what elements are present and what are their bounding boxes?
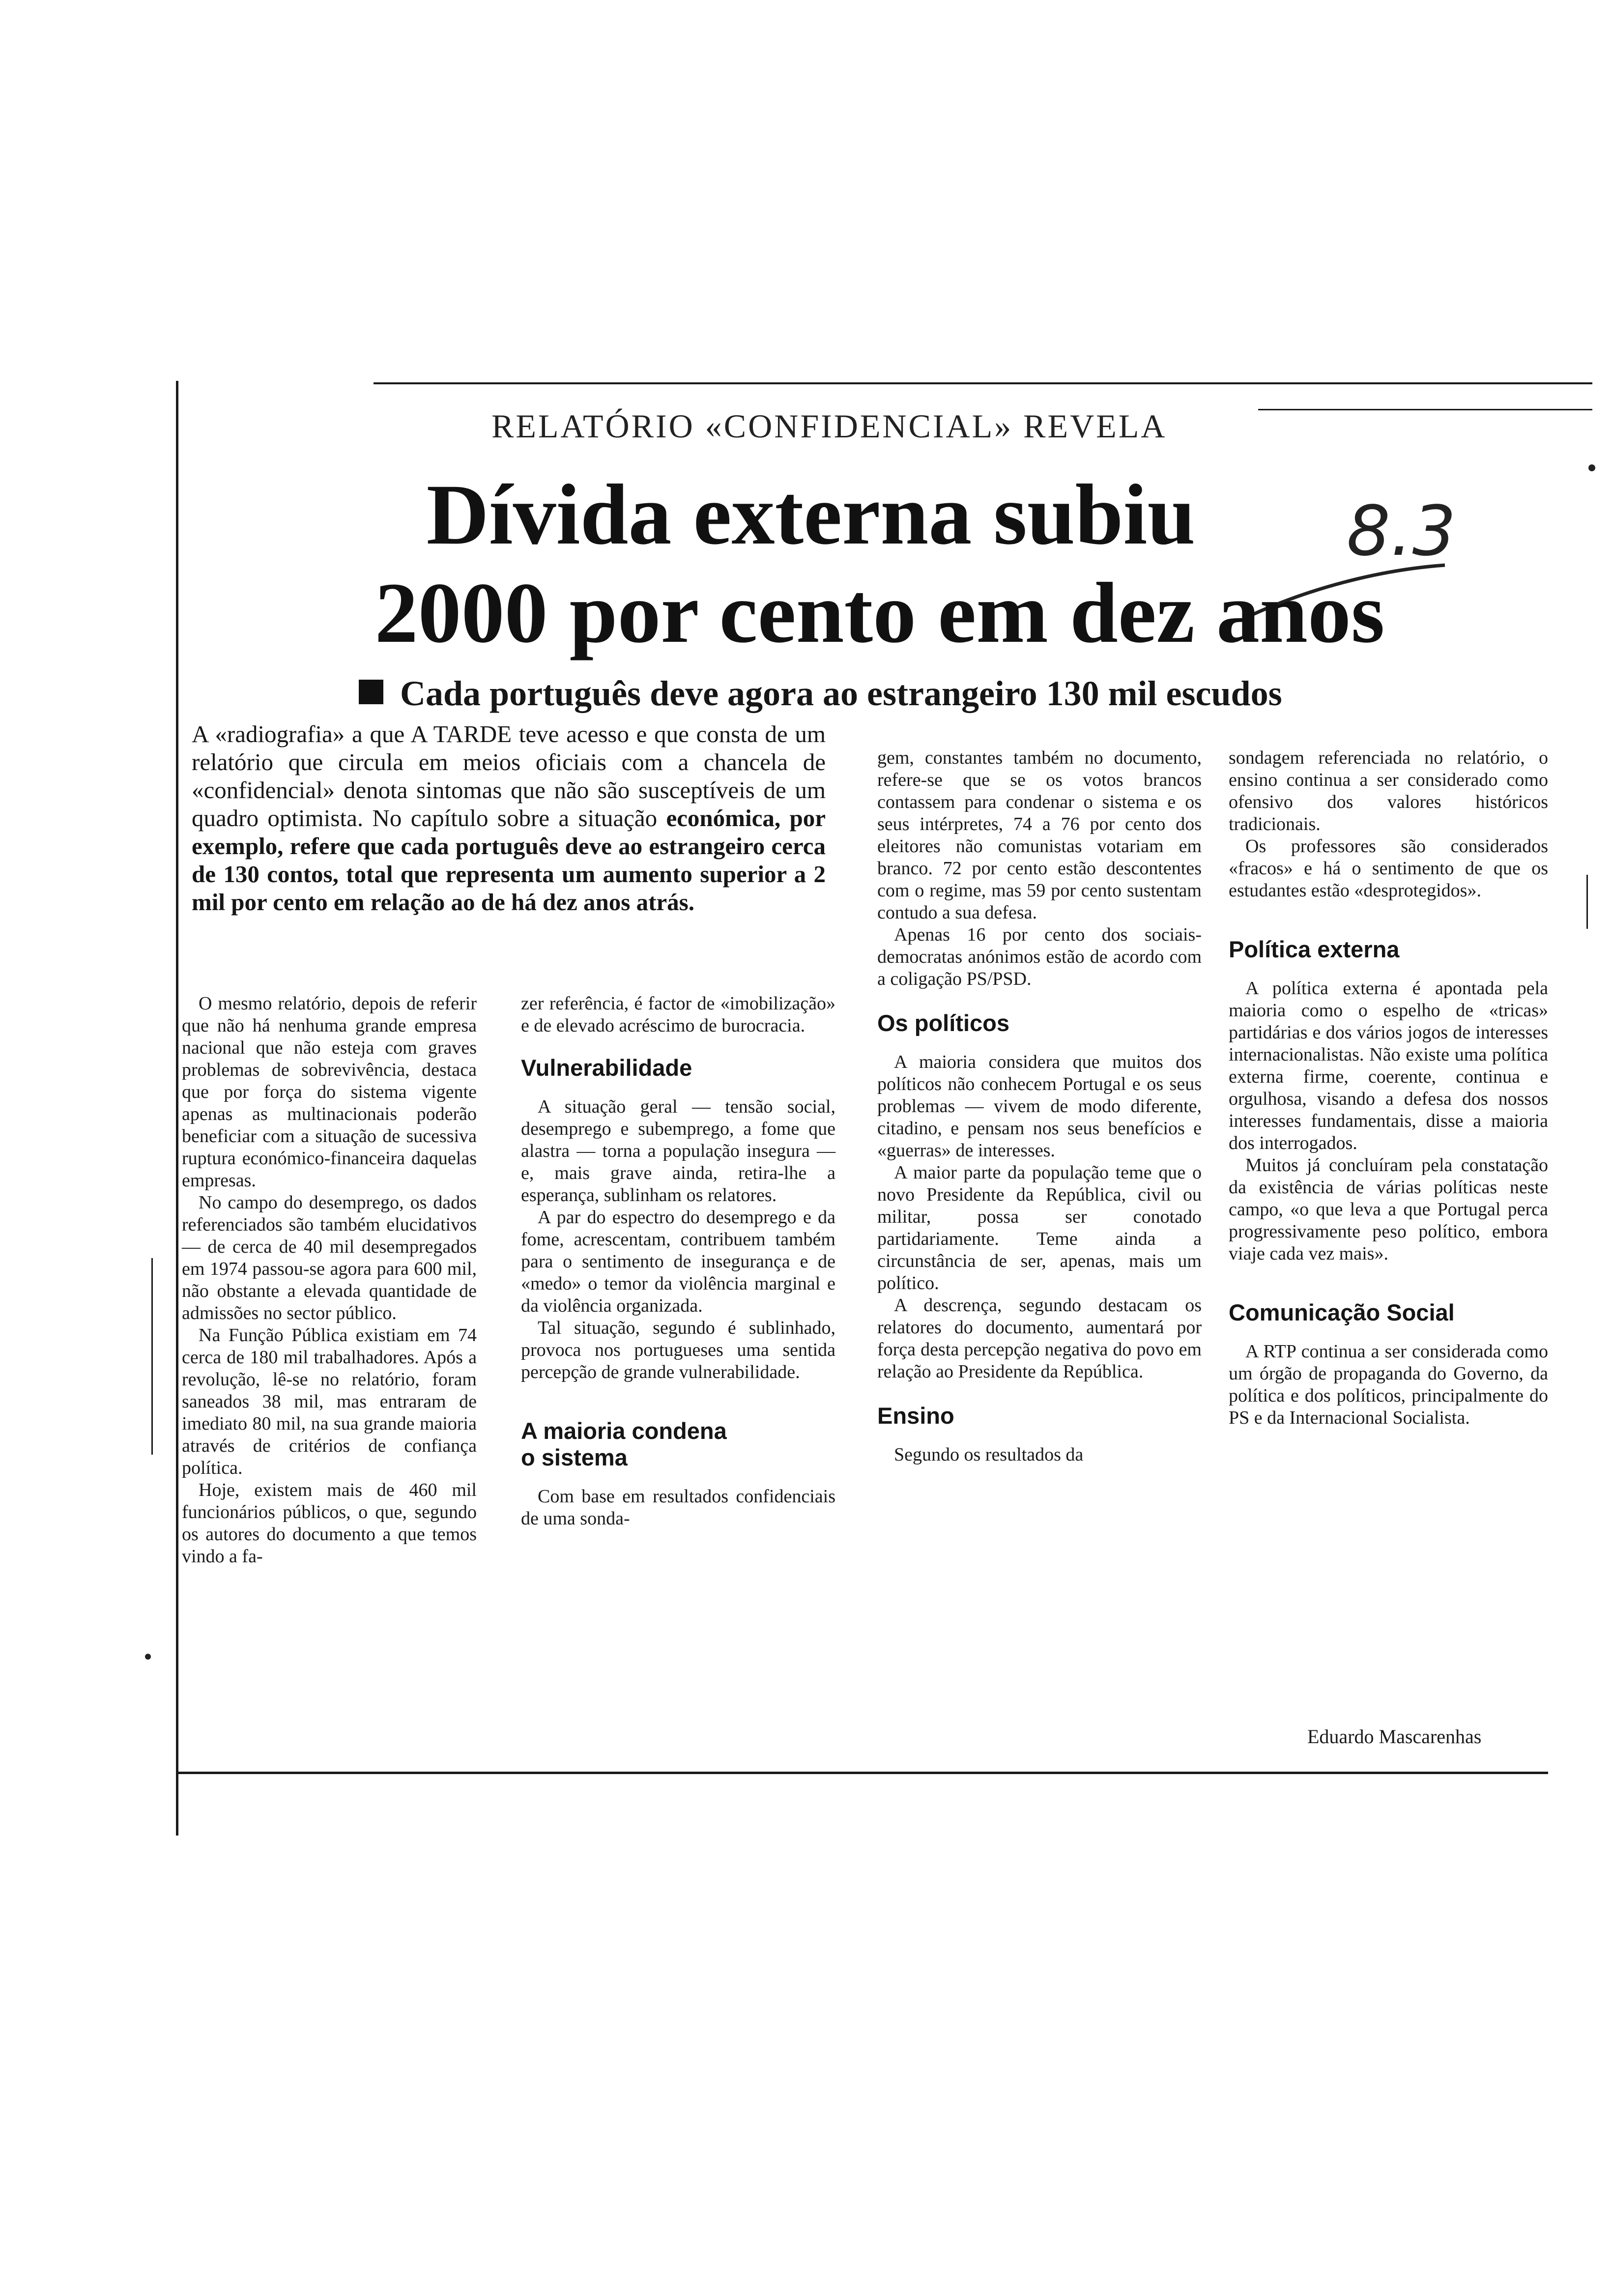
kicker: RELATÓRIO «CONFIDENCIAL» REVELA bbox=[491, 407, 1167, 445]
paragraph: Apenas 16 por cento dos sociais-democratas anónimos estão de acordo com a coligação PS/PSD. bbox=[877, 924, 1202, 989]
column-3 bbox=[877, 747, 1202, 1466]
section-heading-vulnerabilidade: Vulnerabilidade bbox=[521, 1055, 692, 1081]
paragraph: A situação geral — tensão social, desemprego e subemprego, a fome que alastra — torna a população insegura — e, mais grave ainda, retira-lhe a esperança, sublinham os relatores. bbox=[521, 1096, 835, 1205]
square-bullet-icon bbox=[359, 680, 383, 704]
column-1 bbox=[182, 993, 477, 1568]
paragraph: Muitos já concluíram pela constatação da existência de várias políticas neste campo, «o que leva a que Portugal perca progressivamente peso político, embora viaje cada vez mais». bbox=[1229, 1155, 1548, 1264]
scan-speck bbox=[1588, 464, 1595, 471]
bottom-border-rule bbox=[177, 1772, 1548, 1774]
paragraph: zer referência, é factor de «imobilização» e de elevado acréscimo de burocracia. bbox=[521, 993, 835, 1036]
deck-text: Cada português deve agora ao estrangeiro 130 mil escudos bbox=[400, 674, 1282, 713]
section-heading-politica-externa: Política externa bbox=[1229, 936, 1400, 962]
deck-subheadline bbox=[359, 673, 1548, 714]
paragraph: Os professores são considerados «fracos» e há o sentimento de que os estudantes estão «desprotegidos». bbox=[1229, 836, 1548, 901]
paragraph: A par do espectro do desemprego e da fome, acrescentam, contribuem também para o sentimento de insegurança e de «medo» o temor da violência marginal e da violência organizada. bbox=[521, 1207, 835, 1316]
column-2 bbox=[521, 993, 835, 1530]
paragraph: Tal situação, segundo é sublinhado, provoca nos portugueses uma sentida percepção de grande vulnerabilidade. bbox=[521, 1318, 835, 1382]
lead-paragraph bbox=[192, 720, 826, 916]
byline: Eduardo Mascarenhas bbox=[1307, 1725, 1482, 1748]
paragraph: A maior parte da população teme que o novo Presidente da República, civil ou militar, possa ser conotado partidariamente. Teme ainda a circunstância de ser, apenas, mais um político. bbox=[877, 1162, 1202, 1293]
headline-line-2: 2000 por cento em dez anos bbox=[374, 565, 1385, 661]
paragraph: gem, constantes também no documento, refere-se que se os votos brancos contassem para condenar o sistema e os seus intérpretes, 74 a 76 por cento dos eleitores não comunistas votariam em branco. 72 por cento estão descontentes com o regime, mas 59 por cento sustentam contudo a sua defesa. bbox=[877, 747, 1202, 923]
section-heading-ensino: Ensino bbox=[877, 1403, 954, 1429]
paragraph: A descrença, segundo destacam os relatores do documento, aumentará por força desta percepção negativa do povo em relação ao Presidente da República. bbox=[877, 1295, 1202, 1382]
headline-line-1: Dívida externa subiu bbox=[426, 467, 1196, 563]
column-4 bbox=[1229, 747, 1548, 1429]
left-border-rule bbox=[176, 381, 178, 1836]
paragraph: Segundo os resultados da bbox=[894, 1444, 1084, 1465]
paragraph: A RTP continua a ser considerada como um órgão de propaganda do Governo, da política e dos políticos, principalmente do PS e da Internacional Socialista. bbox=[1229, 1341, 1548, 1428]
top-border-rule bbox=[374, 382, 1592, 384]
handwritten-note: 8.3 bbox=[1347, 491, 1456, 572]
scan-speck bbox=[145, 1654, 151, 1660]
paragraph: sondagem referenciada no relatório, o ensino continua a ser considerado como ofensivo dos valores históricos tradicionais. bbox=[1229, 747, 1548, 834]
paragraph: No campo do desemprego, os dados referenciados são também elucidativos — de cerca de 40 mil desempregados em 1974 passou-se agora para 600 mil, não obstante a elevada quantidade de admissões no sector público. bbox=[182, 1192, 477, 1323]
right-edge-mark bbox=[1586, 875, 1588, 929]
paragraph: A política externa é apontada pela maioria como o espelho de «tricas» partidárias e dos vários jogos de interesses internacionalistas. Não existe uma política externa firme, coerente, continua e orgulhosa, visando a defesa dos nossos interesses fundamentais, disse a maioria dos interrogados. bbox=[1229, 978, 1548, 1153]
column-divider-left bbox=[151, 1258, 153, 1455]
paragraph: A maioria considera que muitos dos políticos não conhecem Portugal e os seus problemas — vivem de modo diferente, citadino, e pensam nos seus benefícios e «guerras» de interesses. bbox=[877, 1052, 1202, 1161]
paragraph: O mesmo relatório, depois de referir que não há nenhuma grande empresa nacional que não esteja com graves problemas de sobrevivência, destaca que por força do sistema vigente apenas as multinacionais poderão beneficiar com a situação de sucessiva ruptura económico-financeira daquelas empresas. bbox=[182, 993, 477, 1191]
paragraph: Hoje, existem mais de 460 mil funcionários públicos, o que, segundo os autores do documento a que temos vindo a fa- bbox=[182, 1480, 477, 1567]
paragraph: Na Função Pública existiam em 74 cerca de 180 mil trabalhadores. Após a revolução, lê-se no relatório, foram saneados 38 mil, mas entraram de imediato 80 mil, na sua grande maioria através de critérios de confiança política. bbox=[182, 1325, 477, 1478]
paragraph: Com base em resultados confidenciais de uma sonda- bbox=[521, 1486, 835, 1529]
lead-text: A «radiografia» a que A TARDE teve acesso e que consta de um relatório que circula em meios oficiais com a chancela de «confidencial» denota sintomas que não são susceptíveis de um quadro optimista. No capítulo sobre a situação bbox=[192, 720, 826, 832]
section-heading-os-politicos: Os políticos bbox=[877, 1010, 1009, 1036]
lead-bold-text: económica, por exemplo, refere que cada português deve ao estrangeiro cerca de 130 contos, total que representa um aumento superior a 2 mil por cento em relação ao de há dez anos atrás. bbox=[192, 804, 826, 916]
section-heading-comunicacao-social: Comunicação Social bbox=[1229, 1299, 1455, 1325]
section-heading-a-maioria: A maioria condena o sistema bbox=[521, 1418, 727, 1470]
